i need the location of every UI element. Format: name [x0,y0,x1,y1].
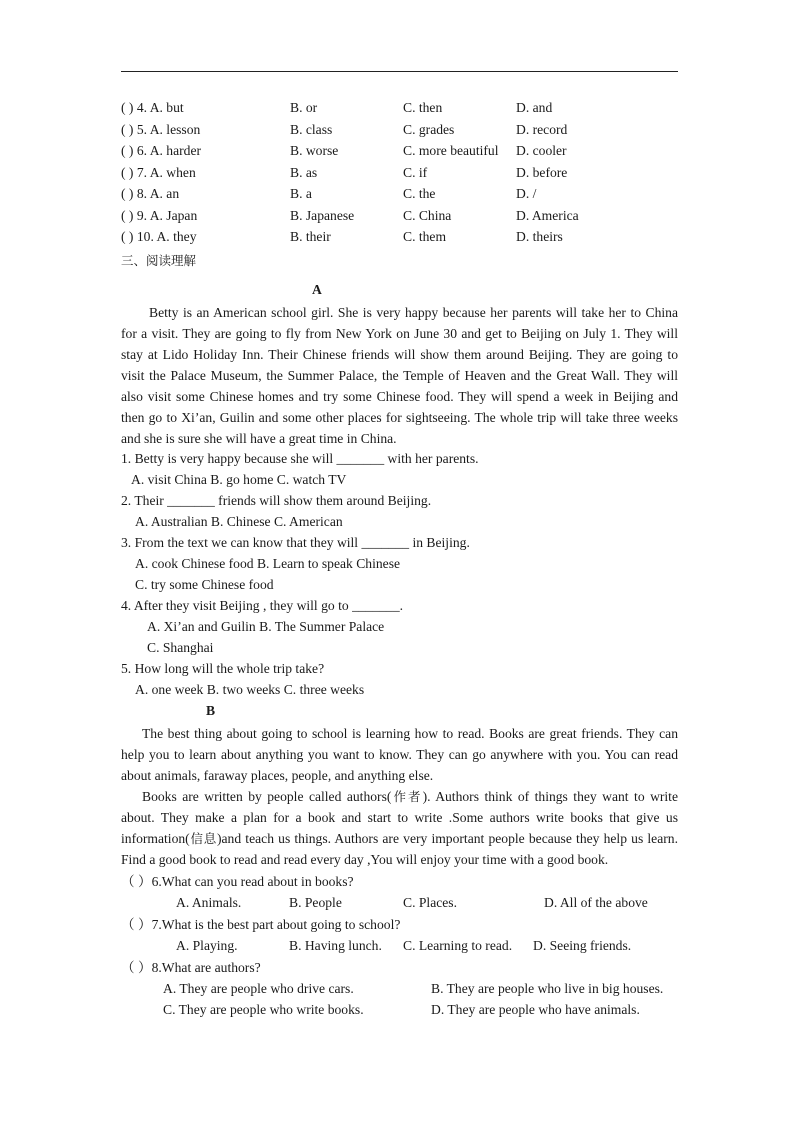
option-b: B. People [289,895,342,910]
option-b: B. a [290,186,312,201]
option-d: D. theirs [516,229,563,244]
option-c: C. Places. [403,895,457,910]
question-stem: 3. From the text we can know that they will _______ in Beijing. [121,535,470,550]
question-stem: 1. Betty is very happy because she will _______ with her parents. [121,451,479,466]
passage-b-para2-text: ). Authors think of things they want to write about. They make a plan for a book and start to write .Some authors write books that give us information( [121,789,678,846]
question-options: A. visit China B. go home C. watch TV [131,472,347,487]
cloze-question: ( ) 9. A. Japan [121,208,198,223]
option-c: C. them [403,229,447,244]
option-b: B. class [290,122,333,137]
cloze-question: ( ) 10. A. they [121,229,197,244]
passage-b-para2 [121,786,678,870]
option-d: D. All of the above [544,895,648,910]
question-options: C. Shanghai [147,640,214,655]
cloze-row [121,185,681,202]
passage-a-text [121,302,678,449]
option-b: B. Having lunch. [289,938,382,953]
option-b: B. or [290,100,318,115]
option-c: C. then [403,100,443,115]
cloze-row [121,99,681,116]
cloze-row [121,207,681,224]
cloze-row [121,164,681,181]
question-stem: 5. How long will the whole trip take? [121,661,325,676]
passage-b-para1-text: The best thing about going to school is learning how to read. Books are great friends. They can help you to learn about anything you want to know. They can go anywhere with you. You can read about animals, faraway places, people, and anything else. [121,726,678,783]
cloze-row [121,228,681,245]
option-d: D. They are people who have animals. [431,1002,640,1017]
cloze-question: ( ) 6. A. harder [121,143,202,158]
option-b: B. Japanese [290,208,355,223]
option-d: D. Seeing friends. [533,938,632,953]
passage-b-para1 [121,723,678,786]
cjk-gloss: 作者 [391,789,423,804]
question-options: A. one week B. two weeks C. three weeks [135,682,365,697]
option-d: D. America [516,208,579,223]
passage-b-title: B [206,703,216,718]
header-rule [121,71,678,72]
option-d: D. and [516,100,553,115]
option-d: D. before [516,165,568,180]
option-a: A. Animals. [176,895,242,910]
question-options: A. cook Chinese food B. Learn to speak Chinese [135,556,401,571]
passage-a-body: Betty is an American school girl. She is very happy because her parents will take her to China for a visit. They are going to fly from New York on June 30 and get to Beijing on July 1. They will stay at Lido Holiday Inn. Their Chinese friends will show them around Beijing. They are going to visit the Palace Museum, the Summer Palace, the Temple of Heaven and the Great Wall. They will also visit some Chinese homes and try some Chinese food. They will spend a week in Beijing and then go to Xi’an, Guilin and some other places for sightseeing. The whole trip will take three weeks and she is sure she will have a great time in China. [121,305,678,446]
option-c: C. the [403,186,436,201]
cjk-gloss: 信息 [189,831,217,846]
option-d: D. record [516,122,568,137]
question-stem: 2. Their _______ friends will show them around Beijing. [121,493,432,508]
option-b: B. their [290,229,331,244]
question-options: C. try some Chinese food [135,577,274,592]
option-d: D. cooler [516,143,567,158]
question-stem: （ ）7.What is the best part about going to school? [121,917,401,932]
option-c: C. China [403,208,452,223]
question-stem: （ ）8.What are authors? [121,960,261,975]
cloze-question: ( ) 4. A. but [121,100,184,115]
option-b: B. worse [290,143,339,158]
question-stem: 4. After they visit Beijing , they will go to _______. [121,598,404,613]
option-b: B. They are people who live in big houses. [431,981,664,996]
question-stem: （ ）6.What can you read about in books? [121,874,354,889]
section-title: 三、阅读理解 [121,253,197,268]
cloze-row [121,121,681,138]
option-d: D. / [516,186,537,201]
option-b: B. as [290,165,318,180]
option-c: C. more beautiful [403,143,499,158]
option-a: A. They are people who drive cars. [163,981,354,996]
option-c: C. grades [403,122,455,137]
question-options: A. Australian B. Chinese C. American [135,514,343,529]
cloze-row [121,142,681,159]
passage-b-para2-text: Books are written by people called authors( [142,789,392,804]
question-options: A. Xi’an and Guilin B. The Summer Palace [147,619,385,634]
cloze-question: ( ) 8. A. an [121,186,180,201]
cloze-question: ( ) 7. A. when [121,165,196,180]
passage-a-title: A [312,282,322,297]
option-a: A. Playing. [176,938,238,953]
option-c: C. if [403,165,428,180]
cloze-question: ( ) 5. A. lesson [121,122,201,137]
passage-b-para2-text: )and teach us things. Authors are very important people because they help us learn. Find a good book to read and read every day ,You will enjoy your time with a good book. [121,831,678,867]
option-c: C. Learning to read. [403,938,513,953]
option-c: C. They are people who write books. [163,1002,364,1017]
